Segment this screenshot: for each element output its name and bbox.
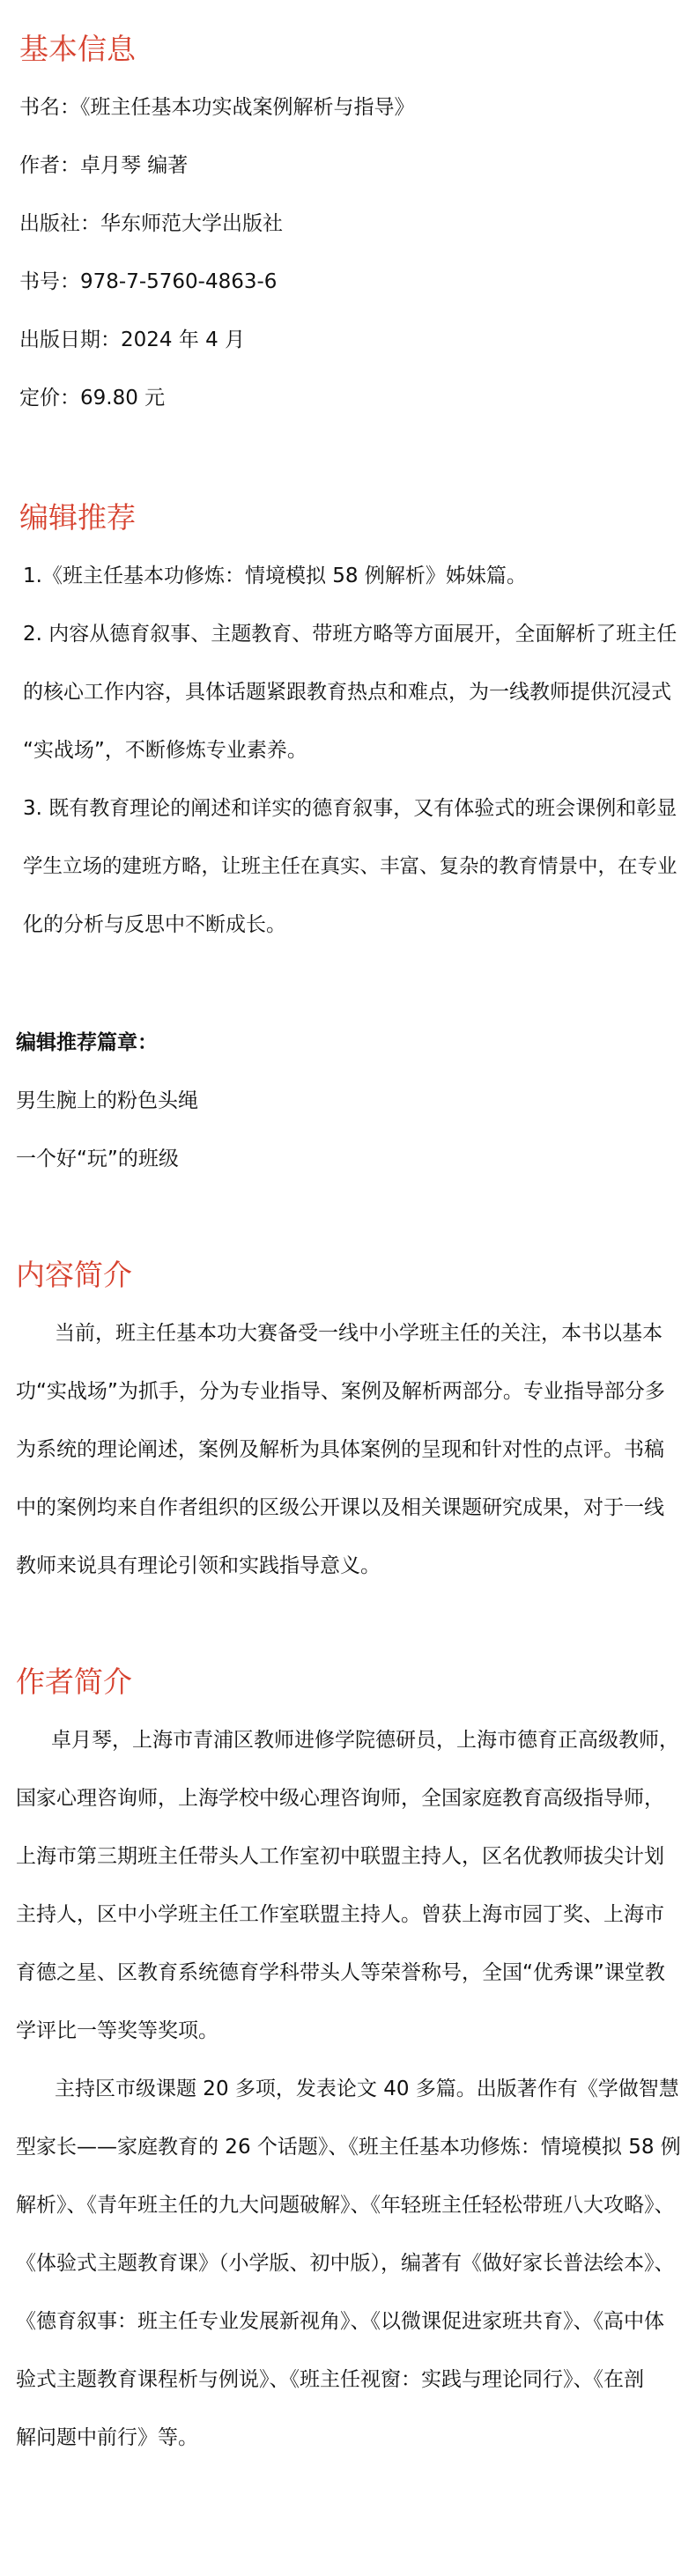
author-intro-line-1: 卓月琴，上海市青浦区教师进修学院德研员，上海市德育正高级教师， [51, 1729, 679, 1752]
publish-date-line: 出版日期：2024 年 4 月 [19, 328, 246, 351]
recommendation-line-7: 化的分析与反思中不断成长。 [23, 913, 286, 936]
recommendation-line-1: 1.《班主任基本功修炼：情境模拟 58 例解析》姊妹篇。 [23, 565, 527, 587]
author-intro-line-7: 主持区市级课题 20 多项，发表论文 40 多篇。出版著作有《学做智慧 [55, 2078, 679, 2100]
recommendation-line-6: 学生立场的建班方略，让班主任在真实、丰富、复杂的教育情景中，在专业 [23, 855, 677, 878]
price-line: 定价：69.80 元 [19, 387, 166, 410]
author-intro-heading: 作者简介 [16, 1664, 132, 1699]
book-name-line: 书名：《班主任基本功实战案例解析与指导》 [19, 96, 415, 119]
author-intro-line-3: 上海市第三期班主任带头人工作室初中联盟主持人，区名优教师拔尖计划 [16, 1845, 664, 1868]
recommendation-line-2: 2. 内容从德育叙事、主题教育、带班方略等方面展开，全面解析了班主任 [23, 623, 677, 646]
recommendation-line-4: “实战场”，不断修炼专业素养。 [23, 739, 307, 762]
content-summary-heading: 内容简介 [16, 1258, 132, 1292]
summary-line-3: 为系统的理论阐述，案例及解析为具体案例的呈现和针对性的点评。书稿 [16, 1438, 664, 1461]
editor-recommendation-heading: 编辑推荐 [19, 500, 136, 535]
author-intro-line-10: 《体验式主题教育课》（小学版、初中版），编著有《做好家长普法绘本》、 [16, 2252, 675, 2275]
author-intro-line-2: 国家心理咨询师，上海学校中级心理咨询师，全国家庭教育高级指导师， [16, 1787, 664, 1810]
publisher-line: 出版社：华东师范大学出版社 [19, 212, 283, 235]
author-intro-line-13: 解问题中前行》等。 [16, 2426, 198, 2449]
author-intro-line-8: 型家长——家庭教育的 26 个话题》、《班主任基本功修炼：情境模拟 58 例 [16, 2136, 681, 2159]
isbn-line: 书号：978-7-5760-4863-6 [19, 270, 278, 293]
recommendation-line-3: 的核心工作内容，具体话题紧跟教育热点和难点，为一线教师提供沉浸式 [23, 681, 671, 704]
author-intro-line-12: 验式主题教育课程析与例说》、《班主任视窗：实践与理论同行》、《在剖 [16, 2368, 644, 2391]
basic-info-heading: 基本信息 [19, 32, 136, 66]
summary-line-4: 中的案例均来自作者组织的区级公开课以及相关课题研究成果，对于一线 [16, 1496, 664, 1519]
author-intro-line-11: 《德育叙事：班主任专业发展新视角》、《以微课促进家班共育》、《高中体 [16, 2310, 664, 2333]
author-intro-line-4: 主持人，区中小学班主任工作室联盟主持人。曾获上海市园丁奖、上海市 [16, 1903, 664, 1926]
recommended-chapter-2: 一个好“玩”的班级 [16, 1148, 179, 1170]
author-line: 作者：卓月琴 编著 [19, 154, 189, 177]
summary-line-1: 当前，班主任基本功大赛备受一线中小学班主任的关注，本书以基本 [55, 1322, 663, 1345]
recommendation-line-5: 3. 既有教育理论的阐述和详实的德育叙事，又有体验式的班会课例和彰显 [23, 797, 677, 820]
author-intro-line-5: 育德之星、区教育系统德育学科带头人等荣誉称号，全国“优秀课”课堂教 [16, 1961, 665, 1984]
author-intro-line-9: 解析》、《青年班主任的九大问题破解》、《年轻班主任轻松带班八大攻略》、 [16, 2194, 675, 2217]
author-intro-line-6: 学评比一等奖等奖项。 [16, 2019, 218, 2042]
recommended-chapter-1: 男生腕上的粉色头绳 [16, 1089, 198, 1112]
summary-line-2: 功“实战场”为抓手，分为专业指导、案例及解析两部分。专业指导部分多 [16, 1380, 665, 1403]
recommended-chapters-heading: 编辑推荐篇章： [16, 1031, 158, 1054]
summary-line-5: 教师来说具有理论引领和实践指导意义。 [16, 1554, 381, 1577]
